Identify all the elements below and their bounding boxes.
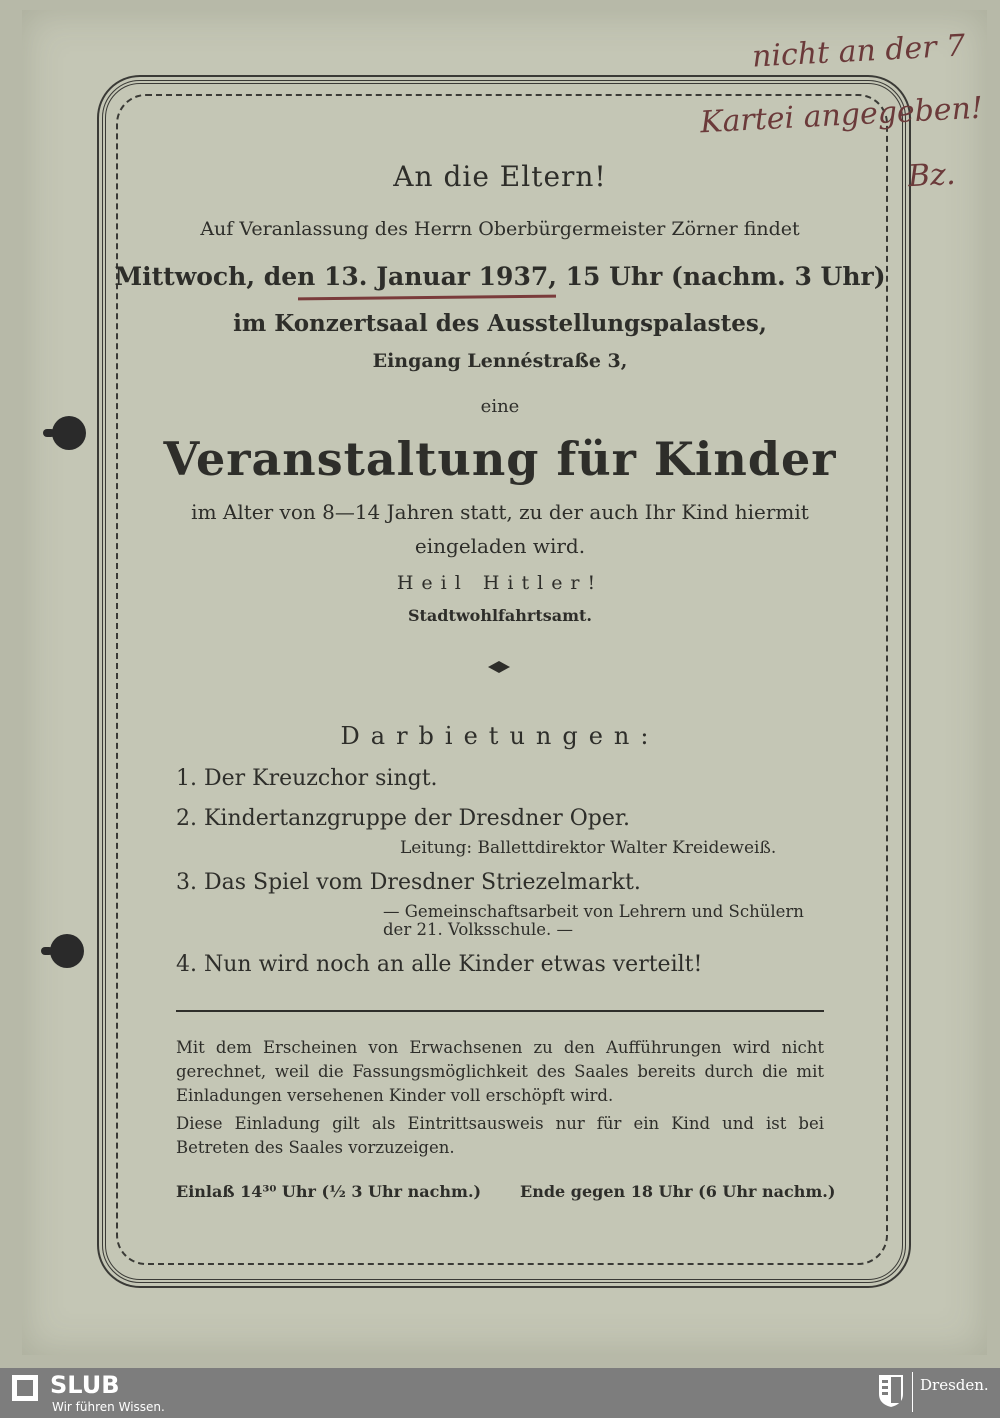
age-line-1: im Alter von 8—14 Jahren statt, zu der auch Ihr Kind hiermit (191, 500, 809, 524)
program-title: Darbietungen: (340, 722, 660, 750)
dresden-crest-icon (878, 1374, 904, 1408)
divider-rule (176, 1010, 824, 1012)
slub-logo-icon (12, 1375, 38, 1401)
notice-paragraph-2: Diese Einladung gilt als Eintrittsausweis nur für ein Kind und ist bei Betreten des Saales vorzuzeigen. (176, 1114, 824, 1157)
program-item-4: 4. Nun wird noch an alle Kinder etwas verteilt! (176, 952, 703, 977)
salutation: An die Eltern! (393, 160, 607, 193)
program-item-3-note: — Gemeinschaftsarbeit von Lehrern und Schülern (383, 902, 804, 921)
program-item-1: 1. Der Kreuzchor singt. (176, 766, 438, 791)
footer-bar (0, 1368, 1000, 1418)
admission-time: Einlaß 14³⁰ Uhr (½ 3 Uhr nachm.) (176, 1182, 482, 1201)
program-item-3: 3. Das Spiel vom Dresdner Striezelmarkt. (176, 870, 641, 895)
slub-tagline: Wir führen Wissen. (52, 1400, 165, 1414)
age-line-2: eingeladen wird. (414, 534, 586, 558)
program-item-3-note-2: der 21. Volksschule. — (383, 920, 574, 939)
eine-word: eine (480, 396, 520, 417)
footer-separator (912, 1372, 913, 1412)
intro-line: Auf Veranlassung des Herrn Oberbürgermeister Zörner findet (200, 218, 800, 240)
date-line: Mittwoch, den 13. Januar 1937, 15 Uhr (nachm. 3 Uhr) (114, 262, 886, 291)
sender: Stadtwohlfahrtsamt. (407, 606, 592, 625)
headline: Veranstaltung für Kinder (163, 432, 837, 486)
greeting: Heil Hitler! (396, 572, 604, 594)
end-time: Ende gegen 18 Uhr (6 Uhr nachm.) (520, 1182, 836, 1201)
notice-paragraph-1: Mit dem Erscheinen von Erwachsenen zu den Aufführungen wird nicht gerechnet, weil die Fassungsmöglichkeit des Saales bereits durch die mit Einladungen versehenen Kinder voll erschöpft wird. (176, 1038, 824, 1105)
diamond-ornament-icon (488, 658, 510, 670)
dresden-wordmark: Dresden. (920, 1376, 989, 1394)
slub-logo-text: SLUB (50, 1371, 120, 1399)
program-item-2: 2. Kindertanzgruppe der Dresdner Oper. (176, 806, 630, 831)
venue-line: im Konzertsaal des Ausstellungspalastes, (233, 310, 767, 337)
program-item-2-note: Leitung: Ballettdirektor Walter Kreideweiß. (400, 838, 777, 858)
handwritten-initials: Bz. (907, 156, 957, 195)
entrance-line: Eingang Lennéstraße 3, (372, 350, 628, 372)
handwritten-note-line1: nicht an der 7 (751, 28, 967, 75)
handwritten-note-line2: Kartei angegeben! (699, 90, 984, 141)
punch-hole-bottom (50, 934, 84, 968)
